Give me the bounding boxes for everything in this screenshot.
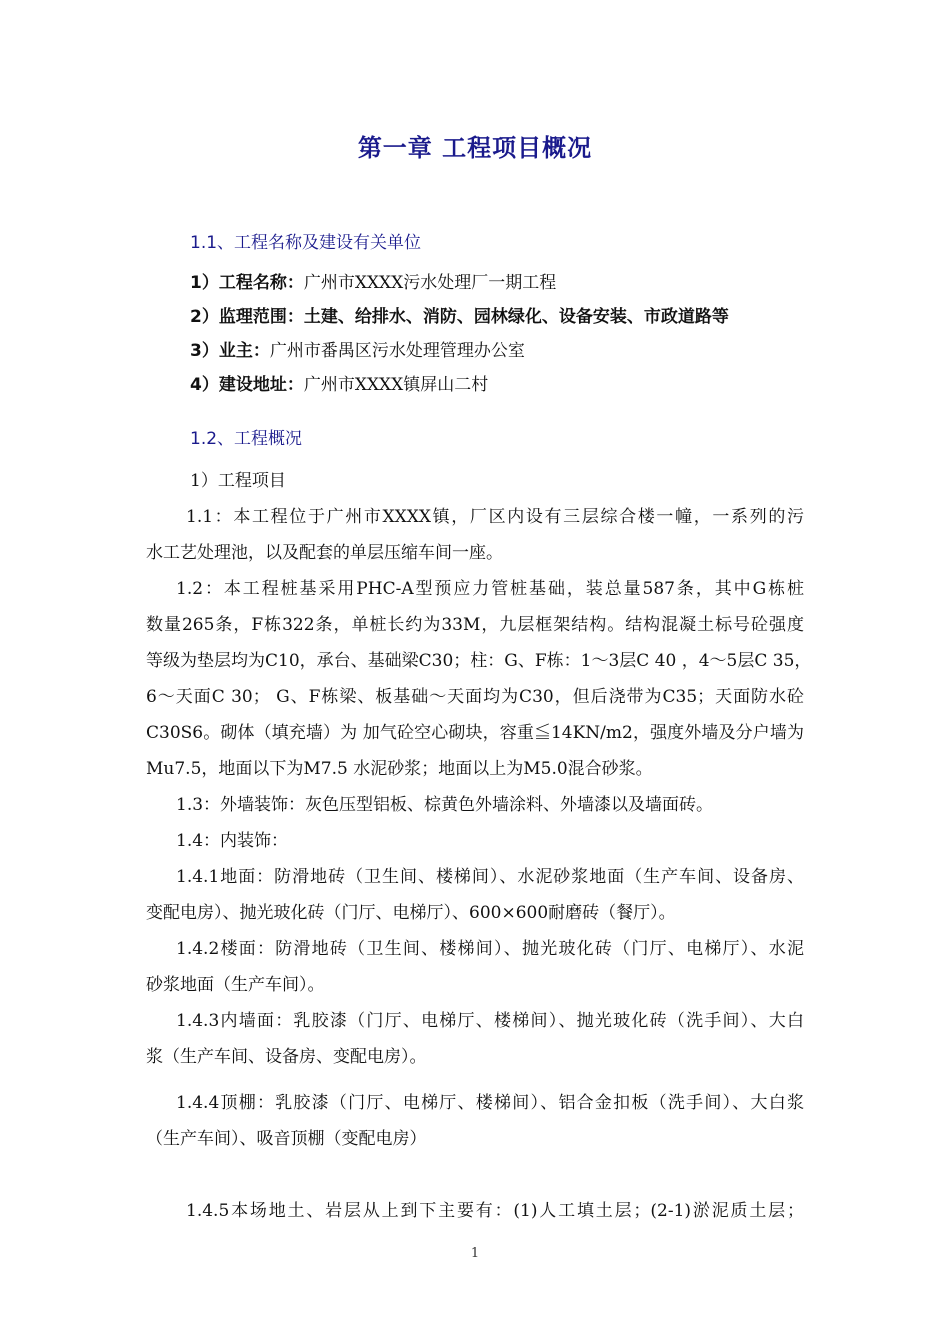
- paragraph-line: 1.4.2楼面：防滑地砖（卫生间、楼梯间）、抛光玻化砖（门厅、电梯厅）、水泥: [176, 939, 804, 959]
- paragraph-line: C30S6。砌体（填充墙）为 加气砼空心砌块，容重≦14KN/m2，强度外墙及分户墙为: [146, 723, 804, 743]
- paragraph-line: 水工艺处理池，以及配套的单层压缩车间一座。: [146, 543, 503, 563]
- project-name-value: 广州市XXXX污水处理厂一期工程: [303, 273, 557, 293]
- section-heading-1-2: 1.2、工程概况: [190, 429, 303, 449]
- paragraph-line: 1.4：内装饰：: [176, 831, 289, 851]
- supervision-scope-item: [190, 302, 729, 327]
- paragraph-line: 变配电房）、抛光玻化砖（门厅、电梯厅）、600×600耐磨砖（餐厅）。: [146, 903, 676, 923]
- page-number: 1: [470, 1246, 480, 1261]
- paragraph-line: 1.4.5本场地土、岩层从上到下主要有：(1)人工填土层；(2-1)淤泥质土层；: [186, 1201, 804, 1221]
- paragraph-line: 6～天面C 30； G、F栋梁、板基础～天面均为C30，但后浇带为C35；天面防水砼: [146, 687, 804, 707]
- site-address-item: [190, 370, 488, 395]
- site-address-label: 4）建设地址：: [190, 375, 304, 395]
- subheading-project-items: 1）工程项目: [190, 471, 286, 491]
- owner-item: [190, 336, 525, 361]
- paragraph-line: 1.4.3内墙面：乳胶漆（门厅、电梯厅、楼梯间）、抛光玻化砖（洗手间）、大白: [176, 1011, 804, 1031]
- paragraph-line: 1.4.4顶棚：乳胶漆（门厅、电梯厅、楼梯间）、铝合金扣板（洗手间）、大白浆: [176, 1093, 804, 1113]
- owner-value: 广州市番禺区污水处理管理办公室: [269, 341, 525, 361]
- paragraph-line: 1.3：外墙装饰：灰色压型铝板、棕黄色外墙涂料、外墙漆以及墙面砖。: [176, 795, 714, 815]
- paragraph-line: 浆（生产车间、设备房、变配电房）。: [146, 1047, 427, 1067]
- chapter-title: 第一章 工程项目概况: [357, 134, 593, 162]
- paragraph-line: 1.1：本工程位于广州市XXXX镇，厂区内设有三层综合楼一幢，一系列的污: [186, 507, 804, 527]
- site-address-value: 广州市XXXX镇屏山二村: [303, 375, 489, 395]
- section-heading-1-1: 1.1、工程名称及建设有关单位: [190, 233, 422, 253]
- paragraph-line: （生产车间）、吸音顶棚（变配电房）: [146, 1129, 427, 1149]
- supervision-scope-label: 2）监理范围：: [190, 307, 304, 327]
- paragraph-line: 砂浆地面（生产车间）。: [146, 975, 325, 995]
- paragraph-line: 1.4.1地面：防滑地砖（卫生间、楼梯间）、水泥砂浆地面（生产车间、设备房、: [176, 867, 804, 887]
- paragraph-line: 1.2：本工程桩基采用PHC-A型预应力管桩基础，装总量587条，其中G栋桩: [176, 579, 804, 599]
- paragraph-line: Mu7.5，地面以下为M7.5 水泥砂浆；地面以上为M5.0混合砂浆。: [146, 759, 653, 779]
- project-name-item: [190, 268, 556, 293]
- paragraph-line: 等级为垫层均为C10，承台、基础梁C30；柱：G、F栋：1～3层C 40 ，4～5层C 35，: [146, 651, 812, 671]
- paragraph-line: 数量265条，F栋322条，单桩长约为33M，九层框架结构。结构混凝土标号砼强度: [146, 615, 804, 635]
- project-name-label: 1）工程名称：: [190, 273, 304, 293]
- owner-label: 3）业主：: [190, 341, 270, 361]
- supervision-scope-value: 土建、给排水、消防、园林绿化、设备安装、市政道路等: [303, 307, 729, 327]
